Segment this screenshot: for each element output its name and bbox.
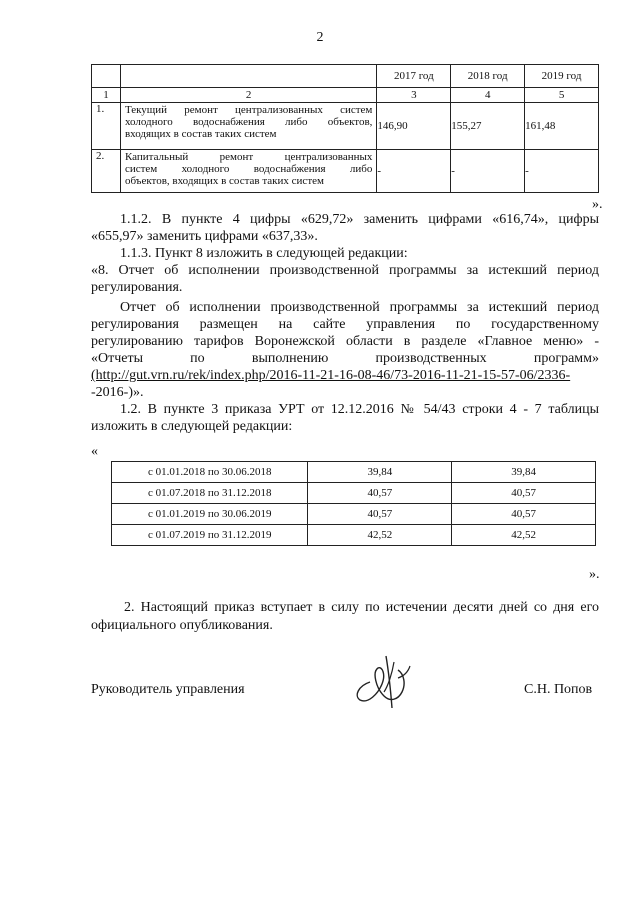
column-numbers-row [92, 88, 599, 103]
period-cell: с 01.01.2019 по 30.06.2019 [112, 504, 308, 525]
table2-closing-quote: ». [589, 567, 600, 582]
header-cell-2017: 2017 год [377, 65, 451, 88]
row-description-line: входящих в состав таких систем [124, 128, 277, 140]
paragraph-8-line: «8. Отчет об исполнении производственной программы за истекший период [91, 263, 599, 278]
period-cell: с 01.07.2018 по 31.12.2018 [112, 483, 308, 504]
table-row [112, 504, 596, 525]
tariff-value: 40,57 [452, 504, 596, 525]
column-number: 4 [451, 88, 525, 103]
table-row [112, 525, 596, 546]
tariff-value: 39,84 [308, 462, 452, 483]
header-cell-2019: 2019 год [525, 65, 599, 88]
paragraph-1-2-line: 1.2. В пункте 3 приказа УРТ от 12.12.2016 № 54/43 строки 4 - 7 таблицы [120, 402, 599, 417]
table-row [112, 462, 596, 483]
signatory-position: Руководитель управления [91, 682, 245, 697]
row-description-line: холодного водоснабжения либо объектов, [124, 116, 373, 128]
period-cell: с 01.01.2018 по 30.06.2018 [112, 462, 308, 483]
tariff-value: 40,57 [452, 483, 596, 504]
paragraph-report-line: регулирования размещен на сайте управления по государственному [91, 317, 599, 332]
paragraph-2-line: 2. Настоящий приказ вступает в силу по истечении десяти дней со дня его [124, 600, 599, 615]
page-number: 2 [316, 30, 324, 45]
table-header-row [92, 65, 599, 88]
row-description-line: Капитальный ремонт централизованных [124, 151, 373, 163]
header-cell-2018: 2018 год [451, 65, 525, 88]
paragraph-report-line: «Отчеты по выполнению производственных программ» [91, 351, 599, 366]
paragraph-report-line: регулированию тарифов Воронежской области в разделе «Главное меню» - [91, 334, 599, 349]
row-number: 1. [92, 103, 121, 150]
report-link-tail: -2016-)». [91, 385, 144, 400]
paragraph-2-line: официального опубликования. [91, 618, 273, 633]
row-description-line: Текущий ремонт централизованных систем [124, 104, 373, 116]
handwritten-signature [348, 652, 414, 710]
tariff-value: 39,84 [452, 462, 596, 483]
tariff-value: 42,52 [308, 525, 452, 546]
value-2017: - [377, 150, 451, 193]
paragraph-8-line: регулирования. [91, 280, 183, 295]
table1-closing-quote: ». [592, 197, 603, 212]
value-2019: 161,48 [525, 103, 599, 150]
table-row [92, 103, 599, 150]
value-2018: 155,27 [451, 103, 525, 150]
paragraph-1-1-3: 1.1.3. Пункт 8 изложить в следующей редакции: [120, 246, 408, 261]
header-cell [120, 65, 376, 88]
tariff-periods-table [111, 461, 596, 546]
table-row [92, 150, 599, 193]
tariff-value: 40,57 [308, 483, 452, 504]
program-costs-table [91, 64, 599, 193]
row-description-line: систем холодного водоснабжения либо [124, 163, 373, 175]
row-description [120, 103, 376, 150]
table-row [112, 483, 596, 504]
signatory-name: С.Н. Попов [524, 682, 593, 697]
paragraph-report-line: Отчет об исполнении производственной программы за истекший период [120, 300, 599, 315]
value-2019: - [525, 150, 599, 193]
value-2017: 146,90 [377, 103, 451, 150]
row-description-line: объектов, входящих в состав таких систем [124, 175, 324, 187]
row-description [120, 150, 376, 193]
paragraph-1-2-line: изложить в следующей редакции: [91, 419, 293, 434]
tariff-value: 40,57 [308, 504, 452, 525]
header-cell [92, 65, 121, 88]
paragraph-1-1-2-line: 1.1.2. В пункте 4 цифры «629,72» заменить цифрами «616,74», цифры [120, 212, 599, 227]
report-link[interactable]: (http://gut.vrn.ru/rek/index.php/2016-11-21-16-08-46/73-2016-11-21-15-57-06/2336- [91, 368, 571, 383]
paragraph-1-1-2-line: «655,97» заменить цифрами «637,33». [91, 229, 318, 244]
value-2018: - [451, 150, 525, 193]
column-number: 3 [377, 88, 451, 103]
period-cell: с 01.07.2019 по 31.12.2019 [112, 525, 308, 546]
table2-opening-quote: « [91, 444, 98, 459]
column-number: 2 [120, 88, 376, 103]
column-number: 5 [525, 88, 599, 103]
tariff-value: 42,52 [452, 525, 596, 546]
row-number: 2. [92, 150, 121, 193]
column-number: 1 [92, 88, 121, 103]
